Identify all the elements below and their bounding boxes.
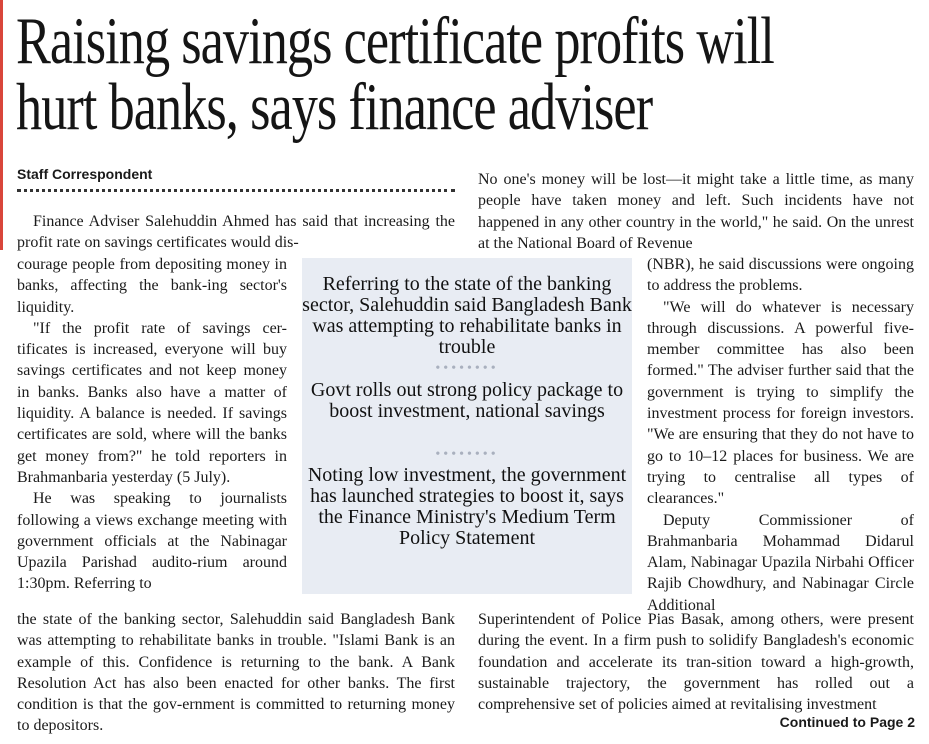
paragraph: Finance Adviser Salehuddin Ahmed has said that increasing the profit rate on savings certificates would dis- [17, 213, 455, 252]
left-column-wrap [17, 254, 287, 595]
paragraph: Superintendent of Police Pias Basak, among others, were present during the event. In a firm push to solidify Bangladesh's economic foundation and accelerate its tran-sition toward a high-growth, sustainable trajectory, the government has rolled out a comprehensive set of policies aimed at revitalising investment [478, 611, 914, 714]
left-column-bottom [17, 609, 455, 737]
pull-quote-1: Referring to the state of the banking sector, Salehuddin said Bangladesh Bank was attempting to rehabilitate banks in trouble [302, 273, 632, 358]
pull-quote-separator: •••••••• [435, 361, 499, 376]
paragraph: the state of the banking sector, Salehuddin said Bangladesh Bank was attempting to rehabilitate banks in trouble. "Islami Bank is an example of this. Confidence is returning to the bank. A Bank Resolution Act has also been enacted for other banks. The first condition is that the gov-ernment is committed to returning money to depositors. [17, 611, 455, 735]
pull-quote-box [302, 258, 632, 594]
right-column-bottom [478, 609, 914, 715]
pull-quote-separator: •••••••• [435, 447, 499, 462]
pull-quote-2: Govt rolls out strong policy package to boost investment, national savings [310, 379, 624, 422]
left-column-intro [17, 211, 455, 254]
right-column-top [478, 169, 914, 254]
pull-quote-3: Noting low investment, the government has launched strategies to boost it, says the Finance Ministry's Medium Term Policy Statement [307, 464, 627, 549]
paragraph: Deputy Commissioner of Brahmanbaria Mohammad Didarul Alam, Nabinagar Upazila Nirbahi Officer Rajib Chowdhury, and Nabinagar Circle Additional [647, 511, 914, 614]
right-column-wrap [647, 254, 914, 616]
byline: Staff Correspondent [17, 166, 153, 182]
paragraph: No one's money will be lost—it might take a little time, as many people have taken money and left. Such incidents have not happened in any other country in the world," he said. On the unrest at the National Board of Revenue [478, 171, 914, 252]
paragraph: courage people from depositing money in banks, affecting the bank-ing sector's liquidity. [17, 256, 287, 316]
continued-link[interactable]: Continued to Page 2 [779, 714, 915, 730]
headline-line-2: hurt banks, says finance adviser [16, 70, 653, 144]
headline [16, 4, 774, 144]
paragraph: He was speaking to journalists following a views exchange meeting with government officials at the Nabinagar Upazila Parishad audito-rium around 1:30pm. Referring to [17, 490, 287, 593]
paragraph: "If the profit rate of savings cer-tificates is increased, everyone will buy savings certificates and not keep money in banks. Banks also have a matter of liquidity. A balance is needed. If savings certificates are sold, where will the banks get money from?" he told reporters in Brahmanbaria yesterday (5 July). [17, 319, 287, 486]
paragraph: (NBR), he said discussions were ongoing to address the problems. [647, 256, 914, 295]
byline-divider [17, 189, 455, 192]
page-edge-marker [0, 0, 3, 250]
paragraph: "We will do whatever is necessary through discussions. A powerful five-member committee has also been formed." The adviser further said that the government is trying to simplify the investment process for foreign investors. "We are ensuring that they do not have to go to 10–12 places for business. We are trying to centralise all types of clearances." [647, 298, 914, 508]
headline-line-1: Raising savings certificate profits will [16, 4, 774, 78]
